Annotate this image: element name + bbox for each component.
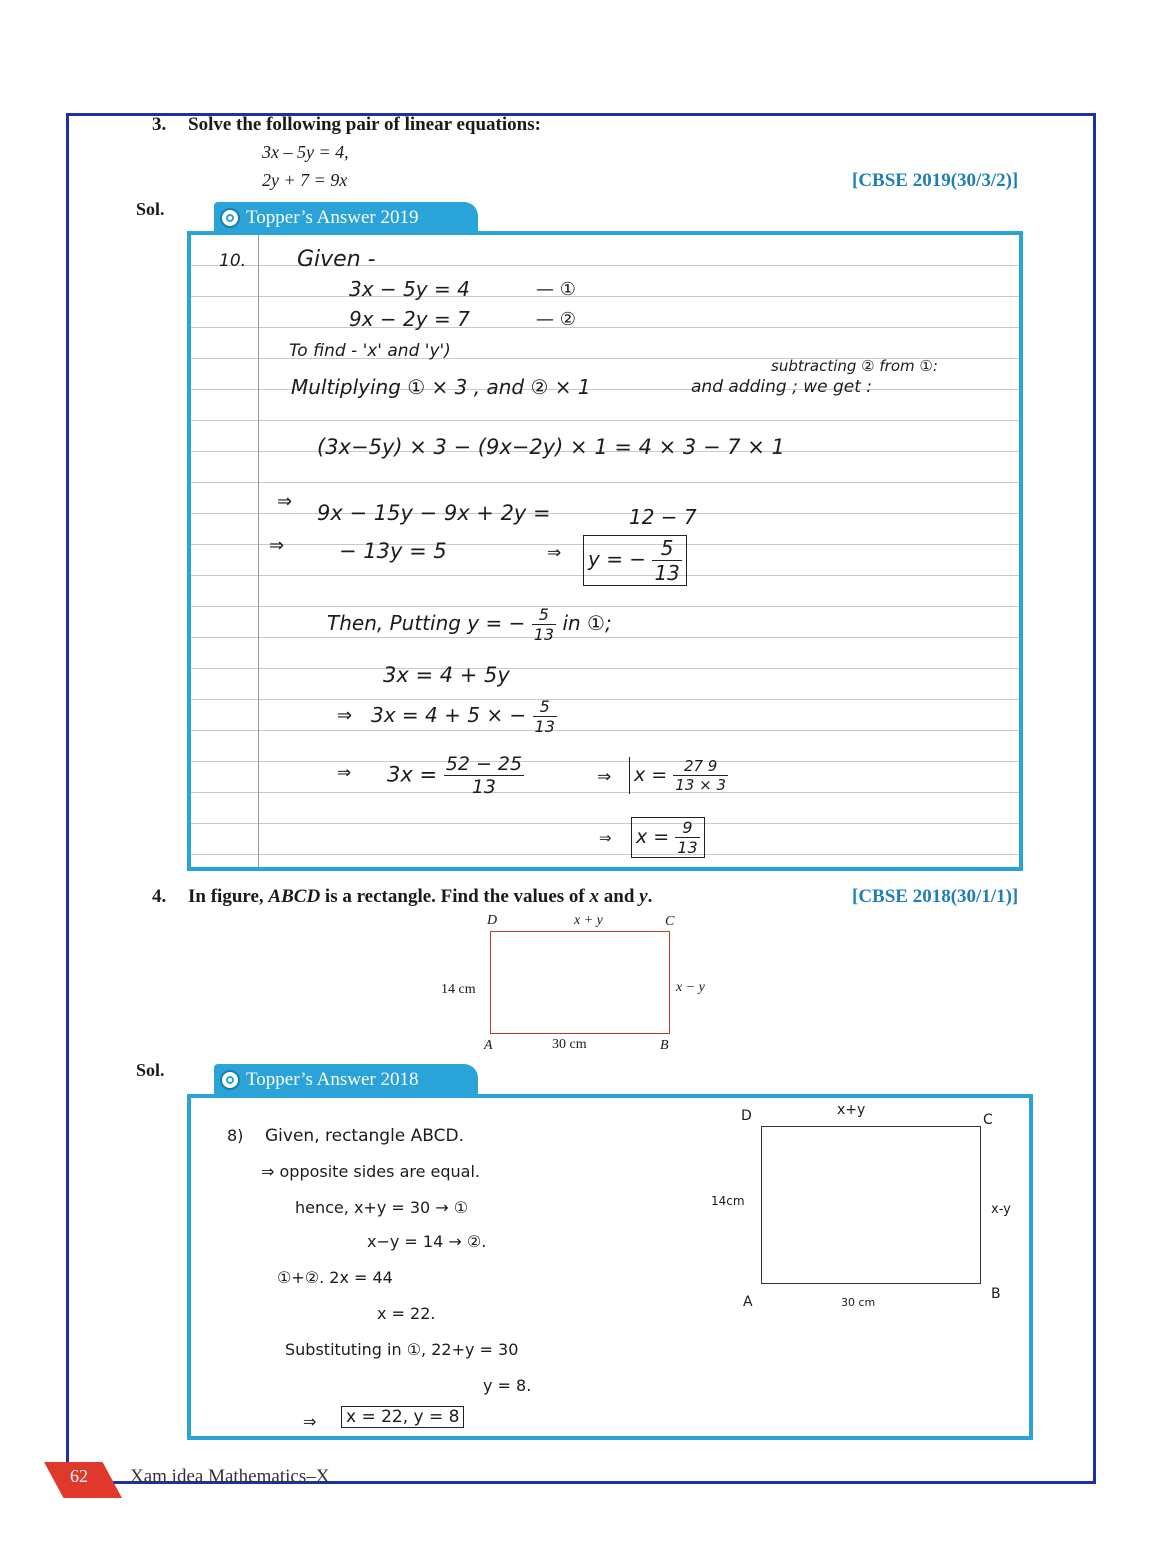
medal-icon [220, 1070, 240, 1090]
notebook-margin-line [258, 235, 259, 867]
answer-2018-equation-2: x−y = 14 → ②. [367, 1232, 487, 1251]
figure-vertex-a: A [484, 1038, 493, 1053]
figure-vertex-d: D [487, 913, 498, 928]
y-result-fraction [652, 536, 681, 585]
medal-icon [220, 208, 240, 228]
subtracting-note: subtracting ② from ①: [771, 357, 938, 375]
implies-arrow-7: ⇒ [599, 829, 612, 847]
question-4-y: y [639, 886, 648, 907]
topper-answer-2018-label: Topper’s Answer 2018 [246, 1069, 419, 1090]
figure-vertex-b: B [660, 1038, 669, 1053]
sketch-rectangle [761, 1126, 981, 1284]
figure-bottom-label: 30 cm [552, 1037, 587, 1052]
substitution-line-3-denominator: 13 [471, 776, 497, 798]
answer-2018-final-box: x = 22, y = 8 [341, 1406, 464, 1428]
equation-1-tag: — ① [536, 279, 576, 300]
step-2-line: − 13y = 5 [339, 539, 447, 563]
y-result-numerator: 5 [652, 536, 681, 561]
implies-arrow-4: ⇒ [337, 705, 353, 726]
x-intermediate [629, 757, 728, 794]
question-4-text-mid: is a rectangle. Find the values of [320, 886, 590, 907]
answer-question-number: 10. [219, 251, 247, 271]
figure-top-label: x + y [574, 913, 603, 928]
then-putting-tail: in ①; [562, 611, 612, 635]
substitution-line-3-text: 3x = [387, 762, 438, 787]
solution-label-2: Sol. [136, 1060, 165, 1080]
question-3-text: Solve the following pair of linear equations: [188, 114, 541, 135]
equation-2-tag: — ② [536, 309, 576, 330]
question-4-text-end: . [647, 886, 653, 907]
question-4-number: 4. [152, 886, 167, 907]
implies-arrow-2: ⇒ [269, 535, 285, 556]
question-4-x: x [589, 886, 600, 907]
given-equation-1: 3x − 5y = 4 [349, 277, 470, 301]
x-result-fraction [675, 818, 699, 857]
answer-2018-adding: ①+②. 2x = 44 [277, 1268, 393, 1287]
substitution-line-3-fraction [444, 753, 524, 798]
question-4-abcd: ABCD [268, 886, 321, 907]
topper-answer-2019-label: Topper’s Answer 2019 [246, 207, 419, 228]
sketch-vertex-a: A [743, 1294, 753, 1310]
sketch-vertex-b: B [991, 1286, 1001, 1302]
question-3-number: 3. [152, 114, 167, 135]
figure-vertex-c: C [665, 914, 675, 929]
question-3-equation-1: 3x – 5y = 4, [262, 142, 349, 162]
y-result-box [583, 535, 687, 586]
step-1-line: 9x − 15y − 9x + 2y = [317, 501, 551, 525]
substitution-line-2-fraction [533, 697, 557, 736]
x-result-lhs: x = [636, 826, 670, 848]
y-result-lhs: y = − [588, 547, 647, 571]
implies-arrow-3: ⇒ [547, 543, 562, 563]
answer-2018-substituting: Substituting in ①, 22+y = 30 [285, 1340, 519, 1359]
substitution-line-2-numerator: 5 [533, 697, 557, 717]
then-putting-line [327, 605, 612, 644]
question-4-reference: [CBSE 2018(30/1/1)] [852, 886, 1019, 907]
sketch-vertex-c: C [983, 1112, 993, 1128]
figure-rectangle [490, 931, 670, 1034]
footer-page-number: 62 [70, 1466, 88, 1486]
implies-arrow-6: ⇒ [597, 767, 612, 787]
solution-label-1: Sol. [136, 199, 165, 219]
implies-arrow-1: ⇒ [277, 491, 293, 512]
question-4-text-pre: In figure, [188, 886, 269, 907]
answer-2018-final-arrow: ⇒ [303, 1412, 317, 1431]
then-putting-fraction [532, 605, 556, 644]
x-intermediate-numerator: 27 9 [673, 757, 728, 776]
figure-left-label: 14 cm [441, 982, 476, 997]
then-putting-numerator: 5 [532, 605, 556, 625]
question-4-text-and: and [599, 886, 640, 907]
x-result-denominator: 13 [677, 838, 698, 857]
answer-2018-question-number: 8) [227, 1126, 244, 1145]
answer-2018-y-value: y = 8. [483, 1376, 532, 1395]
then-putting-text: Then, Putting y = − [327, 611, 526, 635]
sketch-left-label: 14cm [711, 1194, 745, 1208]
x-result-numerator: 9 [675, 818, 699, 838]
question-3-equation-2: 2y + 7 = 9x [262, 170, 348, 190]
answer-2018-hence: hence, x+y = 30 → ① [295, 1198, 469, 1217]
substitution-line-2 [371, 697, 557, 736]
answer-2018-x-value: x = 22. [377, 1304, 436, 1323]
answer-2018-given: Given, rectangle ABCD. [265, 1126, 465, 1146]
substitution-line-2-text: 3x = 4 + 5 × − [371, 703, 527, 727]
sketch-vertex-d: D [741, 1108, 752, 1124]
substitution-line-3-numerator: 52 − 25 [445, 753, 523, 775]
then-putting-denominator: 13 [533, 625, 555, 644]
substitution-line-1: 3x = 4 + 5y [383, 663, 510, 687]
x-intermediate-lhs: x = [634, 764, 668, 786]
combined-equation: (3x−5y) × 3 − (9x−2y) × 1 = 4 × 3 − 7 × 1 [317, 435, 785, 459]
x-result-box [631, 817, 705, 858]
sketch-top-label: x+y [837, 1102, 866, 1118]
question-3-reference: [CBSE 2019(30/3/2)] [852, 170, 1019, 191]
multiplying-line: Multiplying ① × 3 , and ② × 1 [291, 375, 591, 399]
given-heading: Given - [297, 247, 376, 272]
sketch-right-label: x-y [991, 1202, 1011, 1217]
x-intermediate-fraction [673, 757, 728, 794]
adding-note: and adding ; we get : [691, 377, 873, 397]
y-result-denominator: 13 [654, 561, 680, 585]
implies-arrow-5: ⇒ [337, 763, 352, 783]
to-find-line: To find - 'x' and 'y') [289, 341, 451, 361]
x-intermediate-denominator: 13 × 3 [675, 776, 727, 794]
given-equation-2: 9x − 2y = 7 [349, 307, 470, 331]
step-1-rhs: 12 − 7 [629, 505, 697, 529]
topper-answer-2018-tag [214, 1064, 478, 1096]
question-4-text [188, 886, 652, 908]
answer-2018-opposite-sides: ⇒ opposite sides are equal. [261, 1162, 481, 1181]
substitution-line-2-denominator: 13 [534, 717, 555, 736]
topper-answer-2018-box [187, 1094, 1033, 1440]
topper-answer-2019-box [187, 231, 1023, 871]
topper-answer-2019-tag [214, 202, 478, 234]
sketch-bottom-label: 30 cm [841, 1296, 876, 1309]
substitution-line-3 [387, 753, 524, 798]
figure-right-label: x − y [676, 980, 705, 995]
footer-book-title: Xam idea Mathematics–X [130, 1466, 330, 1487]
